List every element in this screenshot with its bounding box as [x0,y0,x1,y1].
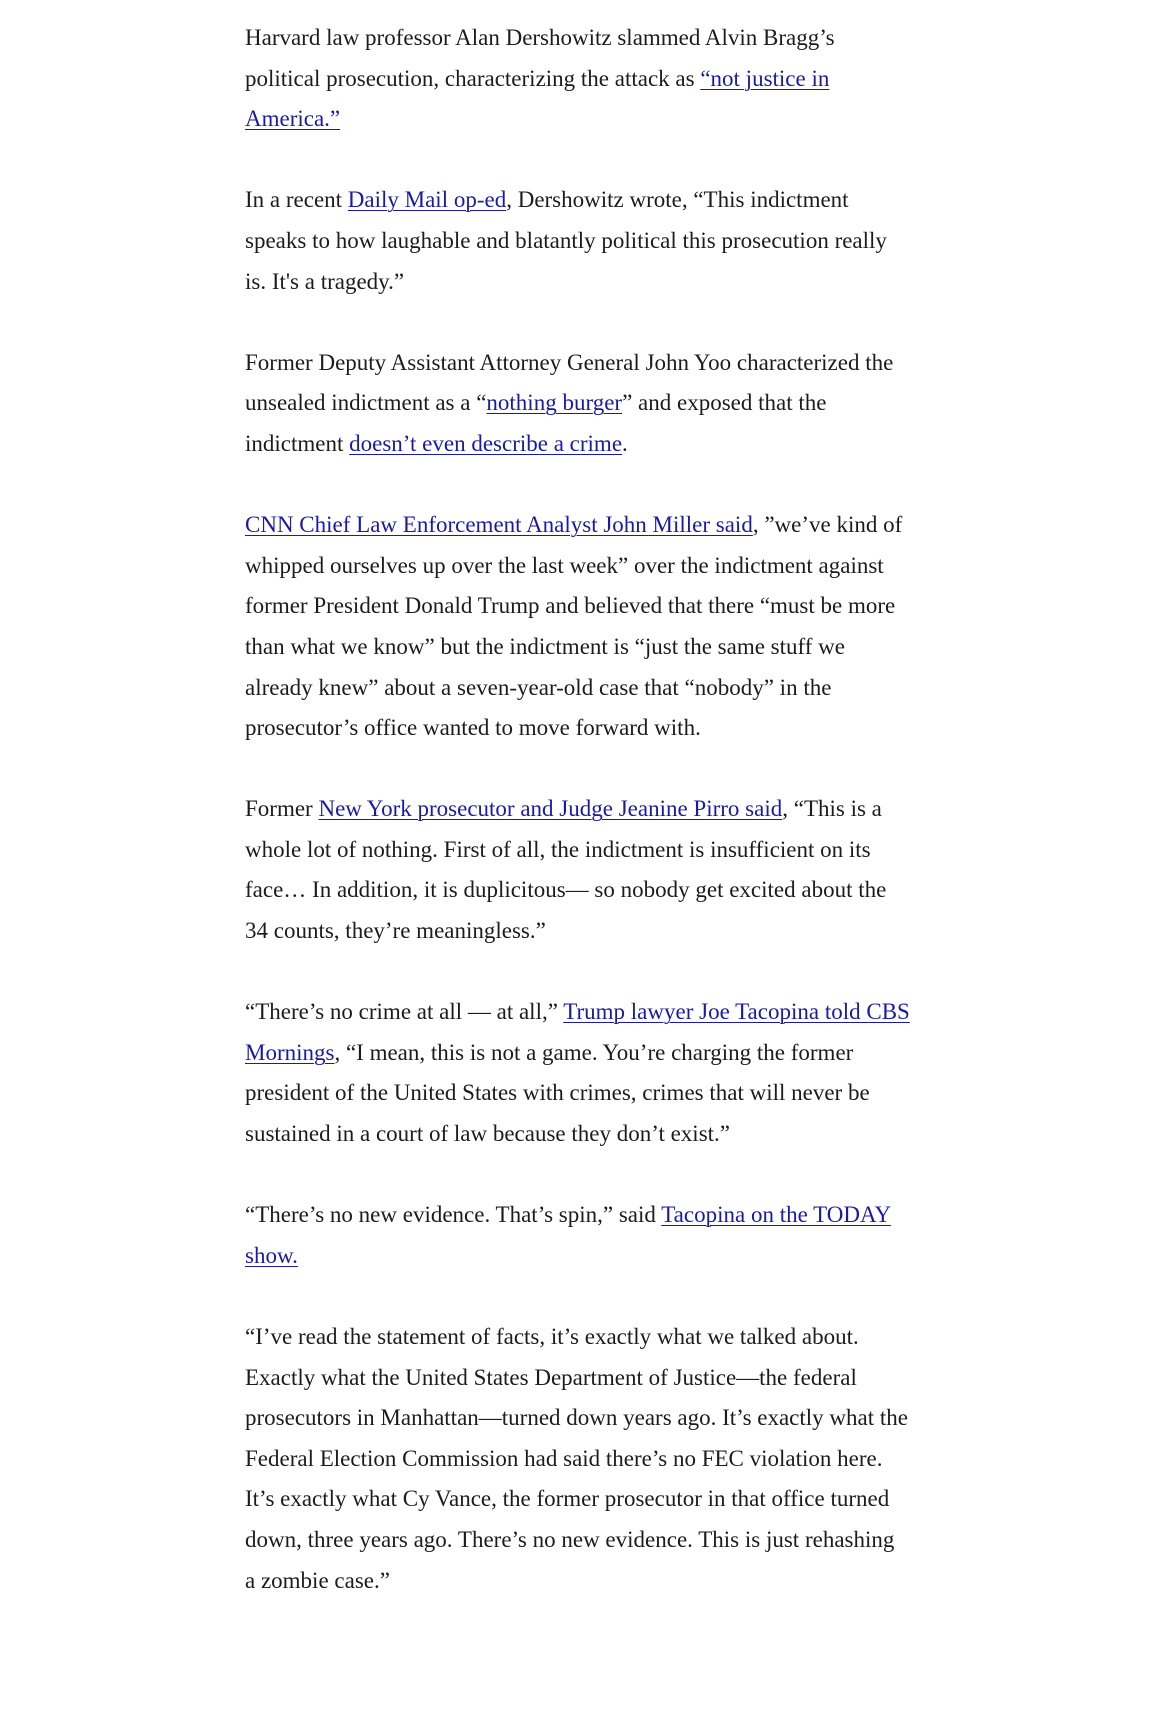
article-paragraph [245,992,910,1154]
paragraph-text: Harvard law professor Alan Dershowitz slammed Alvin Bragg’s political prosecution, characterizing the attack as [245,25,835,91]
link-doesnt-describe-a-crime[interactable]: doesn’t even describe a crime [349,430,623,456]
paragraph-text: Former [245,796,319,822]
paragraph-text: Former Deputy Assistant Attorney General John Yoo characterized the unsealed indictment as a “ [245,349,894,416]
article-paragraph [245,343,910,465]
paragraph-text: “There’s no crime at all — at all,” [245,999,564,1025]
paragraph-text: “I’ve read the statement of facts, it’s exactly what we talked about. Exactly what the United States Department of Justice—the federal prosecutors in Manhattan—turned down years ago. It’s exactly what the Federal Election Commission had said there’s no FEC violation here. It’s exactly what Cy Vance, the former prosecutor in that office turned down, three years ago. There’s no new evidence. This is just rehashing a zombie case.” [245,1324,908,1593]
article-body [245,18,910,1642]
link-jeanine-pirro[interactable]: New York prosecutor and Judge Jeanine Pirro said [318,796,783,822]
article-paragraph [245,1195,910,1276]
link-daily-mail-op-ed[interactable]: Daily Mail op-ed [347,187,507,213]
article-paragraph [245,505,910,749]
paragraph-text: . [622,430,628,456]
paragraph-text: , “I mean, this is not a game. You’re charging the former president of the United States with crimes, crimes that will never be sustained in a court of law because they don’t exist.” [245,1039,870,1147]
paragraph-text: In a recent [245,187,348,213]
paragraph-text: “There’s no new evidence. That’s spin,” said [245,1202,662,1228]
article-paragraph [245,1317,910,1601]
paragraph-text: , “This is a whole lot of nothing. First of all, the indictment is insufficient on its face… In addition, it is duplicitous— so nobody get excited about the 34 counts, they’re meaningless.” [245,796,887,944]
article-paragraph [245,180,910,302]
link-not-justice-in-america[interactable]: “not justice in America.” [245,65,830,132]
link-nothing-burger[interactable]: nothing burger [486,390,623,416]
link-tacopina-cbs-mornings[interactable]: Trump lawyer Joe Tacopina told CBS Mornings [245,999,910,1065]
paragraph-text: ” and exposed that the indictment [245,390,827,456]
link-tacopina-today-show[interactable]: Tacopina on the TODAY show. [245,1202,892,1268]
article-paragraph [245,789,910,951]
link-cnn-john-miller[interactable]: CNN Chief Law Enforcement Analyst John Miller said [245,512,753,538]
paragraph-text: , ”we’ve kind of whipped ourselves up over the last week” over the indictment against former President Donald Trump and believed that there “must be more than what we know” but the indictment is “just the same stuff we already knew” about a seven-year-old case that “nobody” in the prosecutor’s office wanted to move forward with. [245,512,903,741]
paragraph-text: , Dershowitz wrote, “This indictment speaks to how laughable and blatantly political this prosecution really is. It's a tragedy.” [245,187,887,294]
article-paragraph [245,18,910,140]
